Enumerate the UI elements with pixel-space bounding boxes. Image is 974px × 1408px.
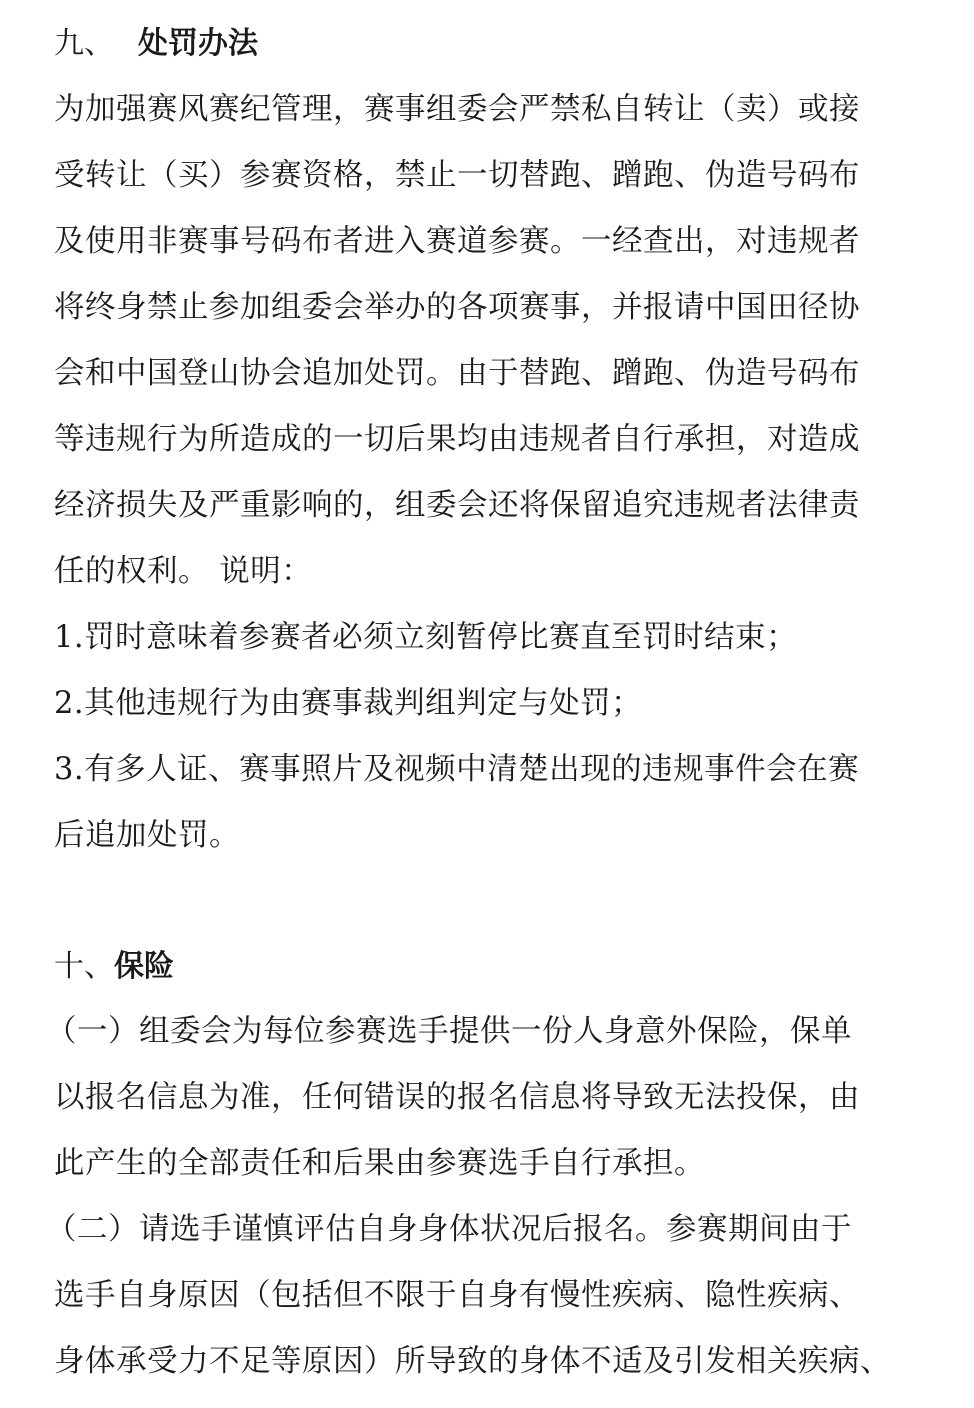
paragraph-line: 选手自身原因（包括但不限于自身有慢性疾病、隐性疾病、 [54, 1278, 860, 1313]
section-title: 保险 [114, 949, 174, 984]
list-line: 2.其他违规行为由赛事裁判组判定与处罚； [54, 686, 643, 721]
paragraph-line: （一）组委会为每位参赛选手提供一份人身意外保险，保单 [46, 1014, 852, 1049]
paragraph-line: 受转让（买）参赛资格，禁止一切替跑、蹭跑、伪造号码布 [54, 158, 860, 193]
list-line: 后追加处罚。 [54, 818, 240, 853]
penalties-paragraph [54, 77, 934, 605]
paragraph-line: 身体承受力不足等原因）所导致的身体不适及引发相关疾病、 [54, 1344, 891, 1379]
section-number: 九、 [54, 26, 114, 61]
section-number: 十、 [54, 949, 114, 984]
list-line: 1.罚时意味着参赛者必须立刻暂停比赛直至罚时结束； [54, 620, 798, 655]
paragraph-line: 此产生的全部责任和后果由参赛选手自行承担。 [54, 1146, 705, 1181]
paragraph-line: 以报名信息为准，任何错误的报名信息将导致无法投保，由 [54, 1080, 860, 1115]
section-heading-penalties [54, 24, 258, 64]
paragraph-line: 经济损失及严重影响的，组委会还将保留追究违规者法律责 [54, 488, 860, 523]
paragraph-line: 会和中国登山协会追加处罚。由于替跑、蹭跑、伪造号码布 [54, 356, 860, 391]
paragraph-line: 等违规行为所造成的一切后果均由违规者自行承担，对造成 [54, 422, 860, 457]
penalties-notes-list [54, 605, 934, 869]
section-title: 处罚办法 [138, 26, 258, 61]
section-heading-insurance [54, 947, 174, 987]
paragraph-line: 任的权利。 说明： [54, 554, 313, 589]
paragraph-line: 及使用非赛事号码布者进入赛道参赛。一经查出，对违规者 [54, 224, 860, 259]
paragraph-line: 将终身禁止参加组委会举办的各项赛事，并报请中国田径协 [54, 290, 860, 325]
insurance-item-1 [46, 999, 934, 1197]
paragraph-line: （二）请选手谨慎评估自身身体状况后报名。参赛期间由于 [46, 1212, 852, 1247]
list-item [54, 605, 934, 869]
paragraph-line: 为加强赛风赛纪管理，赛事组委会严禁私自转让（卖）或接 [54, 92, 860, 127]
insurance-item-2 [46, 1197, 954, 1395]
list-line: 3.有多人证、赛事照片及视频中清楚出现的违规事件会在赛 [54, 752, 860, 787]
